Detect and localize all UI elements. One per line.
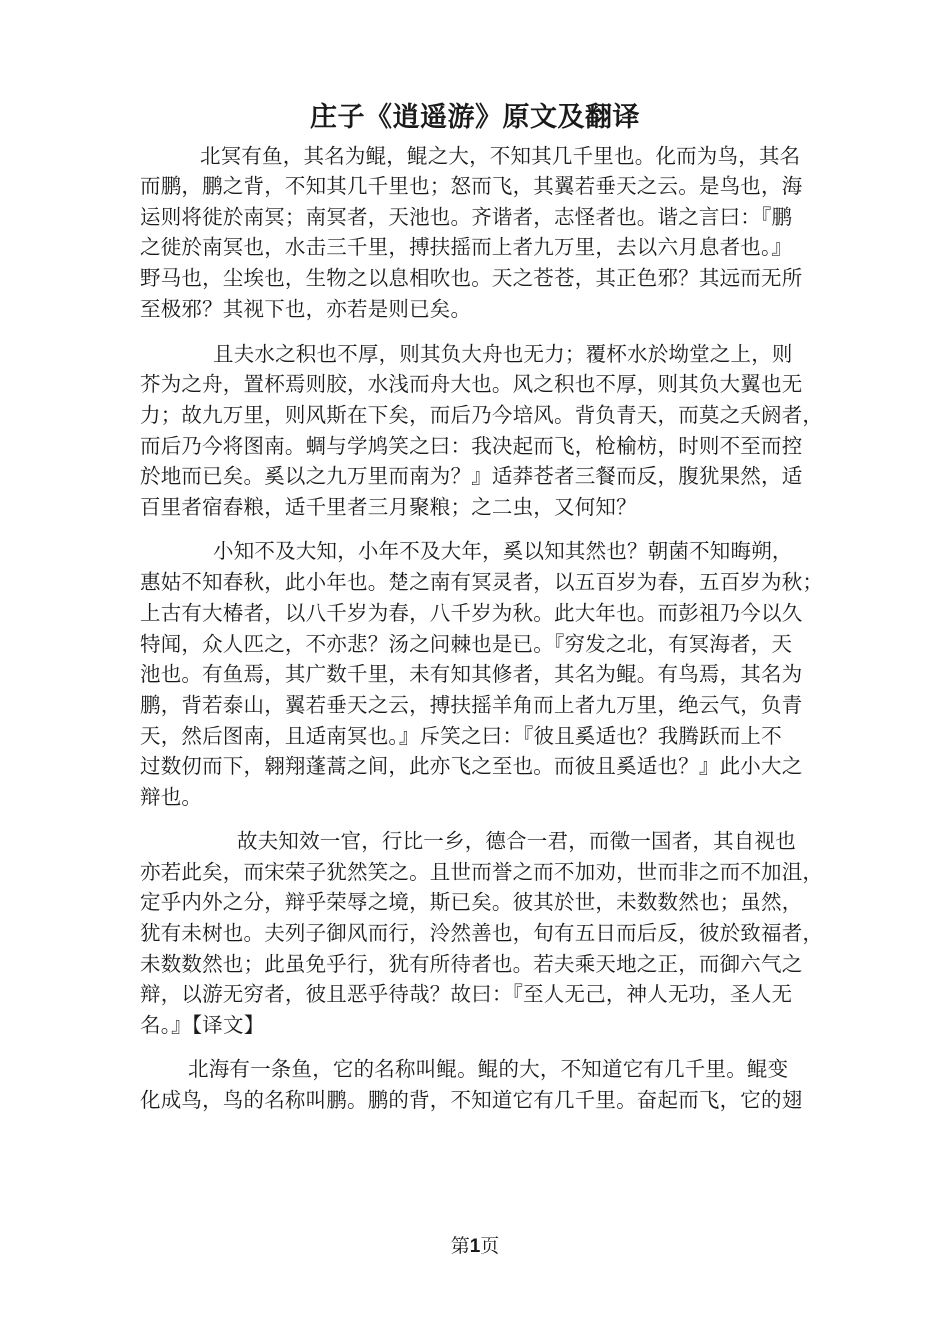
- text-line: 力；故九万里，则风斯在下矣，而后乃今培风。背负青天，而莫之夭阏者，: [140, 403, 824, 427]
- text-line: 百里者宿舂粮，适千里者三月聚粮；之二虫，又何知？: [140, 495, 637, 519]
- text-line: 而鹏，鹏之背，不知其几千里也；怒而飞，其翼若垂天之云。是鸟也，海: [140, 174, 803, 198]
- text-line: 亦若此矣，而宋荣子犹然笑之。且世而誉之而不加劝，世而非之而不加沮，: [140, 860, 824, 884]
- page-footer: [0, 1232, 950, 1261]
- text-line: 运则将徙於南冥；南冥者，天池也。齐谐者，志怪者也。谐之言曰：『鹏: [140, 205, 793, 229]
- text-line: 野马也，尘埃也，生物之以息相吹也。天之苍苍，其正色邪？其远而无所: [140, 266, 803, 290]
- text-line: 辩，以游无穷者，彼且恶乎待哉？故曰：『至人无己，神人无功，圣人无: [140, 982, 793, 1006]
- text-line: 故夫知效一官，行比一乡，德合一君，而徵一国者，其自视也: [237, 829, 796, 853]
- text-line: 池也。有鱼焉，其广数千里，未有知其修者，其名为鲲。有鸟焉，其名为: [140, 662, 803, 686]
- text-line: 於地而已矣。奚以之九万里而南为？』适莽苍者三餐而反，腹犹果然，适: [140, 464, 803, 488]
- text-line: 小知不及大知，小年不及大年，奚以知其然也？朝菌不知晦朔，: [213, 539, 793, 563]
- text-line: 芥为之舟，置杯焉则胶，水浅而舟大也。风之积也不厚，则其负大翼也无: [140, 372, 803, 396]
- text-line: 至极邪？其视下也，亦若是则已矣。: [140, 297, 472, 321]
- text-line: 且夫水之积也不厚，则其负大舟也无力；覆杯水於坳堂之上，则: [213, 342, 793, 366]
- text-line: 定乎内外之分，辩乎荣辱之境，斯已矣。彼其於世，未数数然也；虽然，: [140, 890, 803, 914]
- text-line: 天，然后图南，且适南冥也。』斥笑之曰：『彼且奚适也？我腾跃而上不: [140, 724, 782, 748]
- text-line: 之徙於南冥也，水击三千里，搏扶摇而上者九万里，去以六月息者也。』: [140, 235, 793, 259]
- text-line: 鹏，背若泰山，翼若垂天之云，搏扶摇羊角而上者九万里，绝云气，负青: [140, 693, 803, 717]
- text-line: 北冥有鱼，其名为鲲，鲲之大，不知其几千里也。化而为鸟，其名: [200, 144, 801, 168]
- text-line: 上古有大椿者，以八千岁为春，八千岁为秋。此大年也。而彭祖乃今以久: [140, 601, 803, 625]
- text-line: 名。』【译文】: [140, 1013, 265, 1037]
- text-line: 特闻，众人匹之，不亦悲？汤之问棘也是已。『穷发之北，有冥海者，天: [140, 632, 793, 656]
- text-line: 化成鸟，鸟的名称叫鹏。鹏的背，不知道它有几千里。奋起而飞，它的翅: [140, 1088, 803, 1112]
- text-line: 惠姑不知春秋，此小年也。楚之南有冥灵者，以五百岁为春，五百岁为秋；: [140, 570, 824, 594]
- page-number-prefix: 第: [450, 1235, 470, 1257]
- text-line: 辩也。: [140, 785, 203, 809]
- page-number: 1: [469, 1236, 481, 1257]
- text-line: 犹有未树也。夫列子御风而行，泠然善也，旬有五日而后反，彼於致福者，: [140, 921, 824, 945]
- text-line: 而后乃今将图南。蜩与学鸠笑之曰：我决起而飞，枪榆枋，时则不至而控: [140, 434, 803, 458]
- text-line: 北海有一条鱼，它的名称叫鲲。鲲的大，不知道它有几千里。鲲变: [188, 1057, 789, 1081]
- text-line: 未数数然也；此虽免乎行，犹有所待者也。若夫乘天地之正，而御六气之: [140, 952, 803, 976]
- page-number-suffix: 页: [480, 1235, 500, 1257]
- document-title: 庄子《逍遥游》原文及翻译: [310, 102, 640, 133]
- text-line: 过数仞而下，翱翔蓬蒿之间，此亦飞之至也。而彼且奚适也？』此小大之: [140, 754, 803, 778]
